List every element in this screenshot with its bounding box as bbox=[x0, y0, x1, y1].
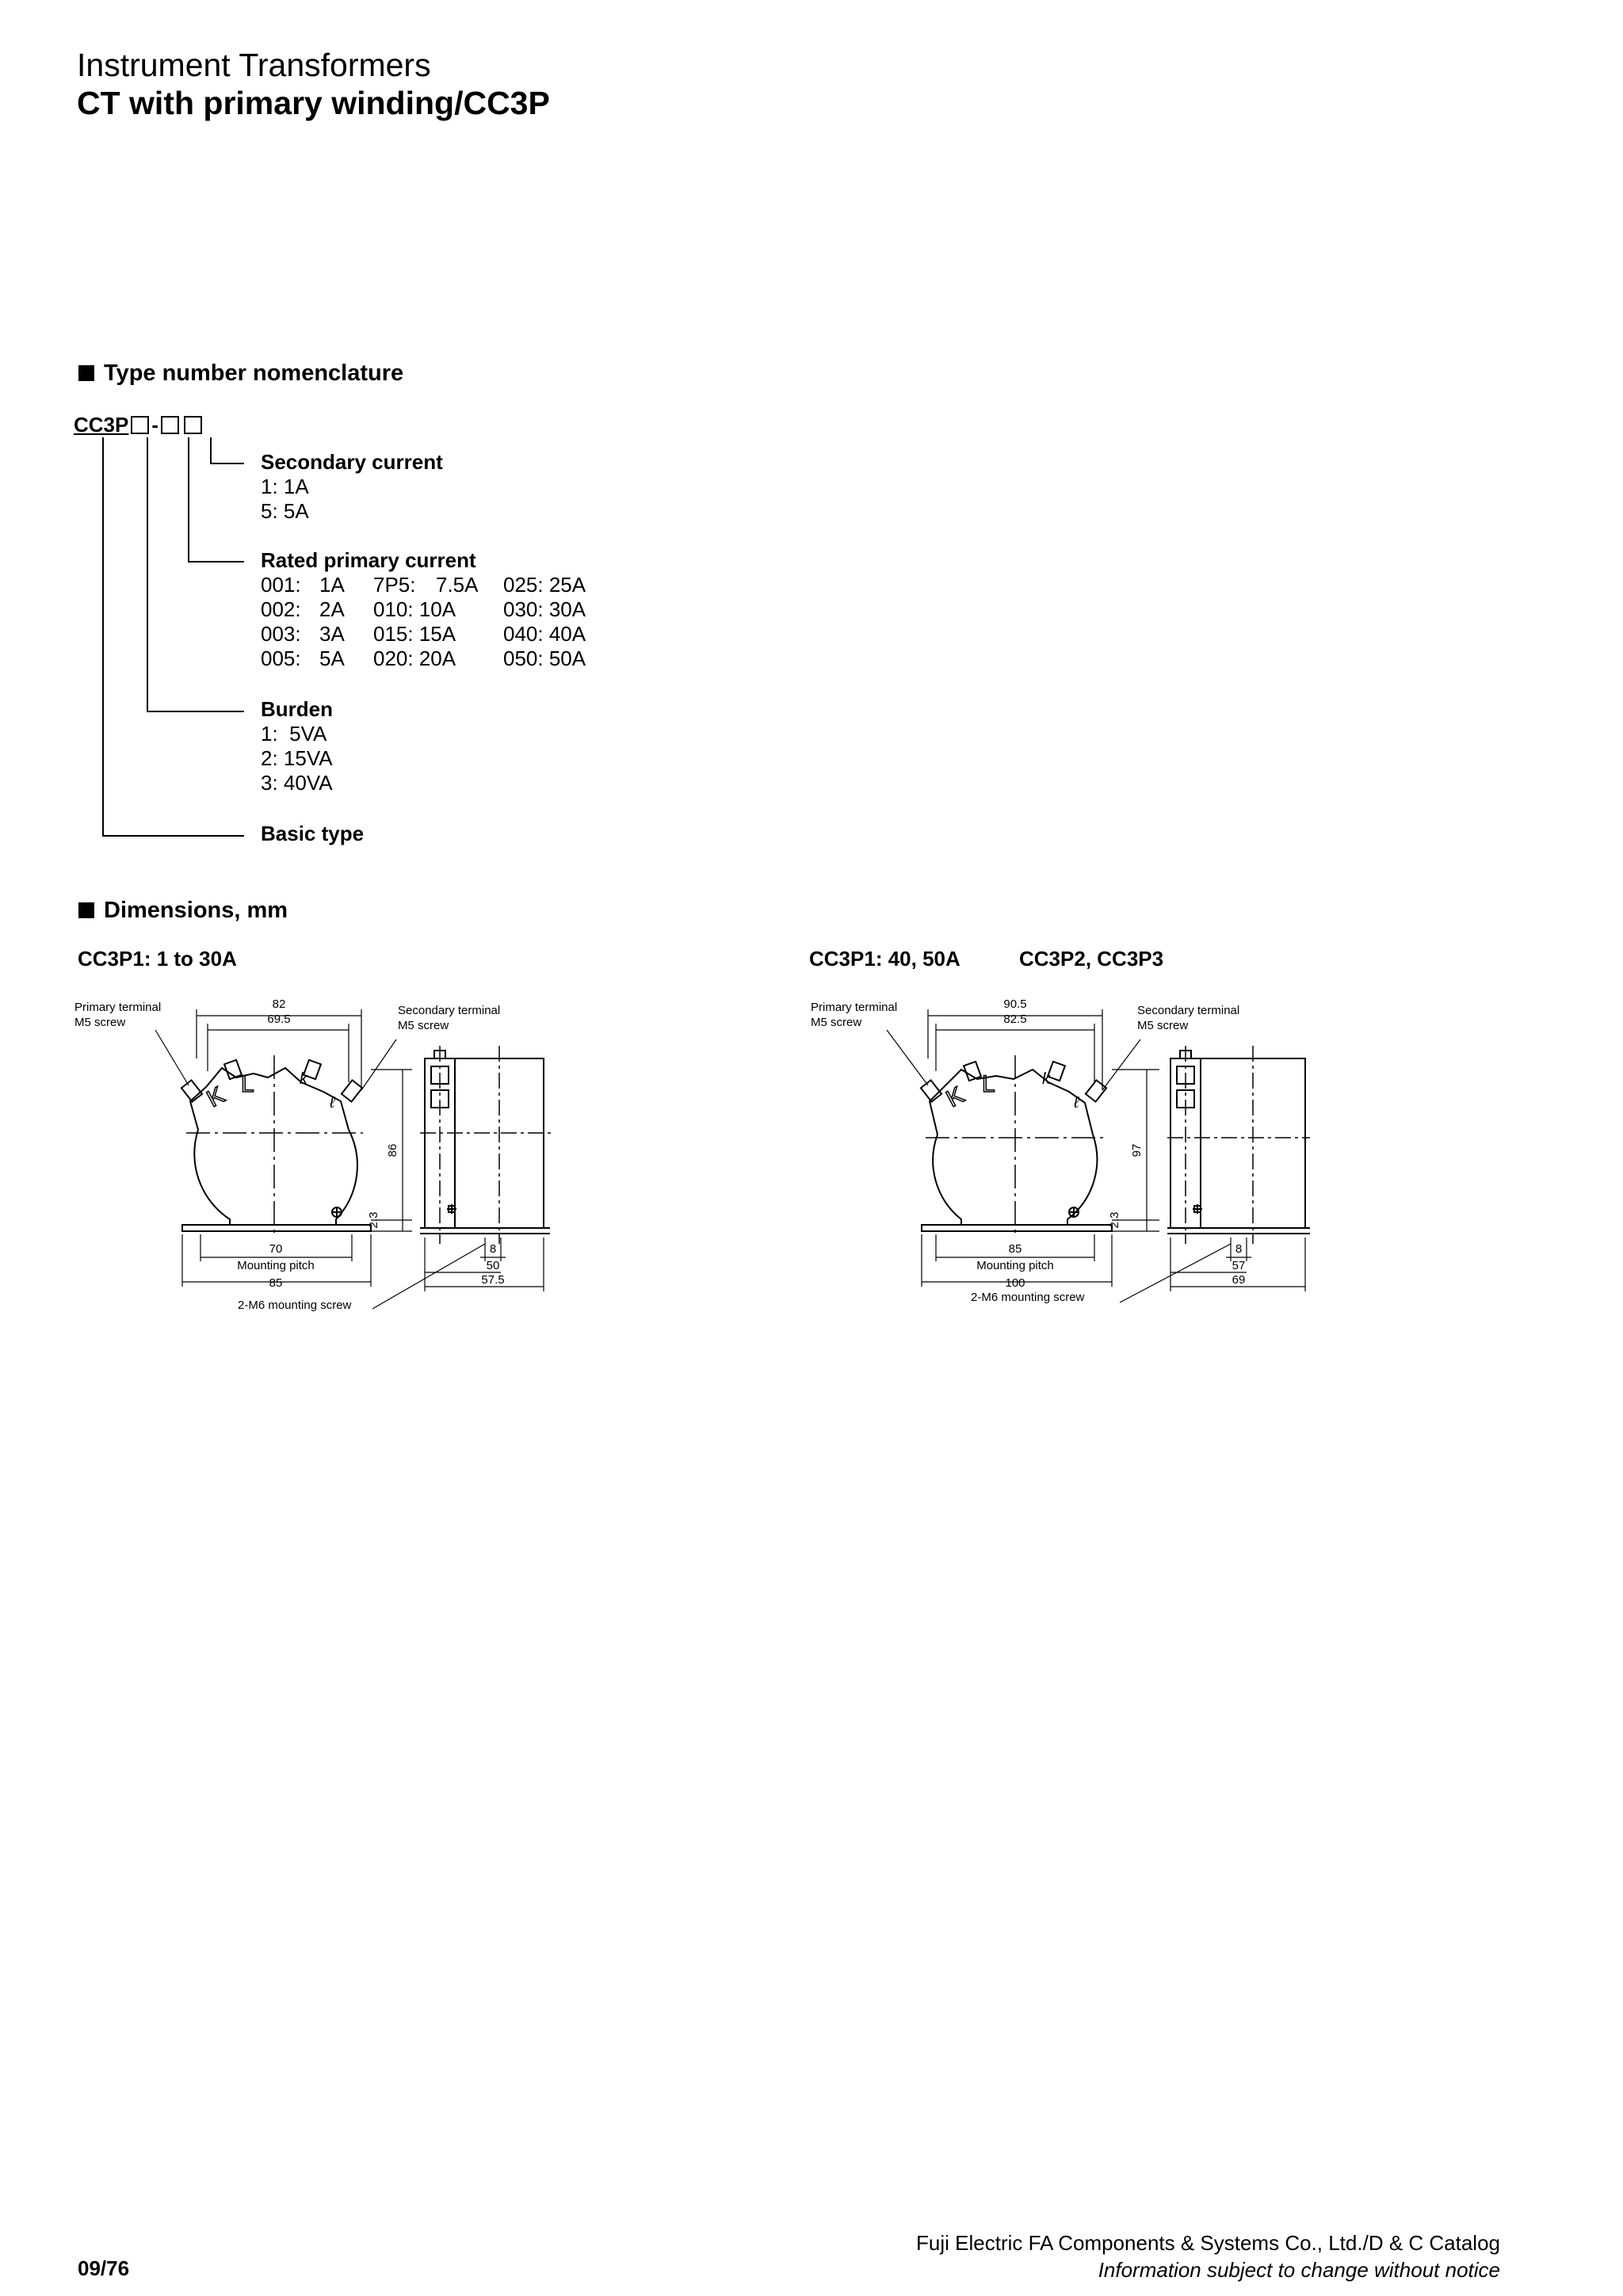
left-dim-height: 86 bbox=[386, 1143, 399, 1158]
right-k-mark: K bbox=[941, 1081, 968, 1113]
pc-entry: 010: 10A bbox=[373, 597, 456, 621]
secondary-current-block bbox=[261, 450, 443, 524]
right-dim-offset: 2.3 bbox=[1108, 1211, 1121, 1229]
pc-entry: 050: 50A bbox=[503, 646, 586, 670]
pc-entry: 025: 25A bbox=[503, 573, 586, 597]
left-k-small: k bbox=[300, 1070, 307, 1088]
pc-value: 7.5A bbox=[436, 573, 479, 597]
right-screw-label: 2-M6 mounting screw bbox=[971, 1291, 1085, 1304]
basic-type-title: Basic type bbox=[261, 822, 365, 845]
primary-terminal-k bbox=[181, 1080, 202, 1101]
right-secondary-terminal-label: Secondary terminal bbox=[1137, 1004, 1240, 1017]
left-dim-outer-width: 82 bbox=[272, 997, 286, 1011]
pc-value: 1A bbox=[319, 573, 345, 597]
pc-value: 5A bbox=[319, 646, 345, 670]
secondary-item: 5: 5A bbox=[261, 499, 309, 523]
pc-code: 002: bbox=[261, 597, 301, 621]
left-screw-label: 2-M6 mounting screw bbox=[238, 1299, 352, 1312]
left-m5-label: M5 screw bbox=[74, 1016, 126, 1029]
right-dim-pitch: 85 bbox=[1008, 1242, 1022, 1256]
right-pitch-label: Mounting pitch bbox=[976, 1259, 1054, 1272]
pc-entry: 020: 20A bbox=[373, 646, 456, 670]
basic-type-block bbox=[261, 822, 364, 846]
secondary-terminal-l bbox=[1086, 1080, 1106, 1101]
left-dim-side-mid: 50 bbox=[486, 1259, 500, 1272]
left-dim-side-small: 8 bbox=[489, 1242, 497, 1256]
drawing-left-title: CC3P1: 1 to 30A bbox=[78, 947, 237, 971]
pc-code: 005: bbox=[261, 646, 301, 670]
left-dim-offset: 2.3 bbox=[367, 1211, 380, 1229]
right-primary-terminal-label: Primary terminal bbox=[811, 1001, 898, 1014]
left-k-mark: K bbox=[202, 1081, 229, 1113]
pc-code: 7P5: bbox=[373, 573, 416, 597]
burden-item: 2: 15VA bbox=[261, 746, 333, 770]
drawing-right-title-2: CC3P2, CC3P3 bbox=[1019, 947, 1164, 971]
code-prefix: CC3P bbox=[74, 413, 129, 437]
right-dim-height: 97 bbox=[1130, 1143, 1144, 1158]
left-dim-base: 85 bbox=[269, 1276, 283, 1290]
secondary-terminal-l bbox=[342, 1080, 362, 1101]
left-dim-inner-width: 69.5 bbox=[267, 1013, 291, 1026]
pc-value: 3A bbox=[319, 622, 345, 646]
footer-notice: Information subject to change without notice bbox=[1098, 2258, 1500, 2282]
primary-current-table bbox=[261, 573, 625, 671]
pc-entry: 040: 40A bbox=[503, 622, 586, 646]
nomenclature-heading-text: Type number nomenclature bbox=[104, 360, 404, 386]
left-primary-terminal-label: Primary terminal bbox=[74, 1001, 162, 1014]
right-dim-side-small: 8 bbox=[1235, 1242, 1243, 1256]
bullet-square-icon bbox=[78, 902, 94, 918]
primary-terminal-k bbox=[921, 1080, 941, 1101]
base-plate bbox=[922, 1225, 1112, 1231]
right-l-small: ℓ bbox=[1074, 1094, 1079, 1112]
page-number: 09/76 bbox=[78, 2256, 130, 2280]
burden-block bbox=[261, 697, 333, 795]
pc-value: 2A bbox=[319, 597, 345, 621]
page-title: CT with primary winding/CC3P bbox=[77, 85, 550, 121]
left-secondary-terminal-label: Secondary terminal bbox=[398, 1004, 501, 1017]
left-dim-pitch: 70 bbox=[269, 1242, 283, 1256]
right-m5-label: M5 screw bbox=[811, 1016, 862, 1029]
burden-item: 3: 40VA bbox=[261, 771, 333, 795]
right-dim-base: 100 bbox=[1005, 1276, 1025, 1290]
line-secondary bbox=[211, 437, 244, 463]
left-dim-side-total: 57.5 bbox=[481, 1273, 505, 1287]
right-dim-side-total: 69 bbox=[1232, 1273, 1246, 1287]
drawing-right-title-1: CC3P1: 40, 50A bbox=[809, 947, 960, 971]
right-m5b-label: M5 screw bbox=[1137, 1019, 1189, 1032]
right-k-small: k bbox=[1042, 1070, 1050, 1088]
left-l-small: ℓ bbox=[330, 1094, 335, 1112]
secondary-item: 1: 1A bbox=[261, 475, 309, 498]
nomenclature-lines bbox=[0, 0, 1623, 871]
burden-title: Burden bbox=[261, 697, 333, 721]
left-l-mark: L bbox=[241, 1071, 254, 1097]
line-basic-type bbox=[103, 437, 244, 836]
right-dim-side-mid: 57 bbox=[1232, 1259, 1246, 1272]
dimensions-heading bbox=[78, 898, 288, 924]
left-pitch-label: Mounting pitch bbox=[237, 1259, 315, 1272]
line-primary bbox=[189, 437, 244, 562]
burden-item: 1: 5VA bbox=[261, 722, 327, 746]
base-plate bbox=[182, 1225, 371, 1231]
header-subtitle: Instrument Transformers bbox=[77, 47, 431, 83]
footer-company: Fuji Electric FA Components & Systems Co., Ltd./D & C Catalog bbox=[916, 2231, 1500, 2255]
primary-current-title: Rated primary current bbox=[261, 548, 476, 572]
code-dash: - bbox=[151, 413, 159, 437]
pc-entry: 030: 30A bbox=[503, 597, 586, 621]
pc-code: 001: bbox=[261, 573, 301, 597]
primary-current-block bbox=[261, 548, 476, 573]
secondary-current-title: Secondary current bbox=[261, 450, 443, 474]
pc-code: 003: bbox=[261, 622, 301, 646]
right-dim-inner-width: 82.5 bbox=[1003, 1013, 1027, 1026]
drawing-left bbox=[71, 982, 579, 1323]
line-burden bbox=[147, 437, 244, 711]
pc-entry: 015: 15A bbox=[373, 622, 456, 646]
drawing-right bbox=[803, 982, 1310, 1323]
left-m5b-label: M5 screw bbox=[398, 1019, 449, 1032]
right-dim-outer-width: 90.5 bbox=[1003, 997, 1027, 1011]
right-l-mark: L bbox=[982, 1071, 995, 1097]
dimensions-heading-text: Dimensions, mm bbox=[104, 898, 288, 923]
